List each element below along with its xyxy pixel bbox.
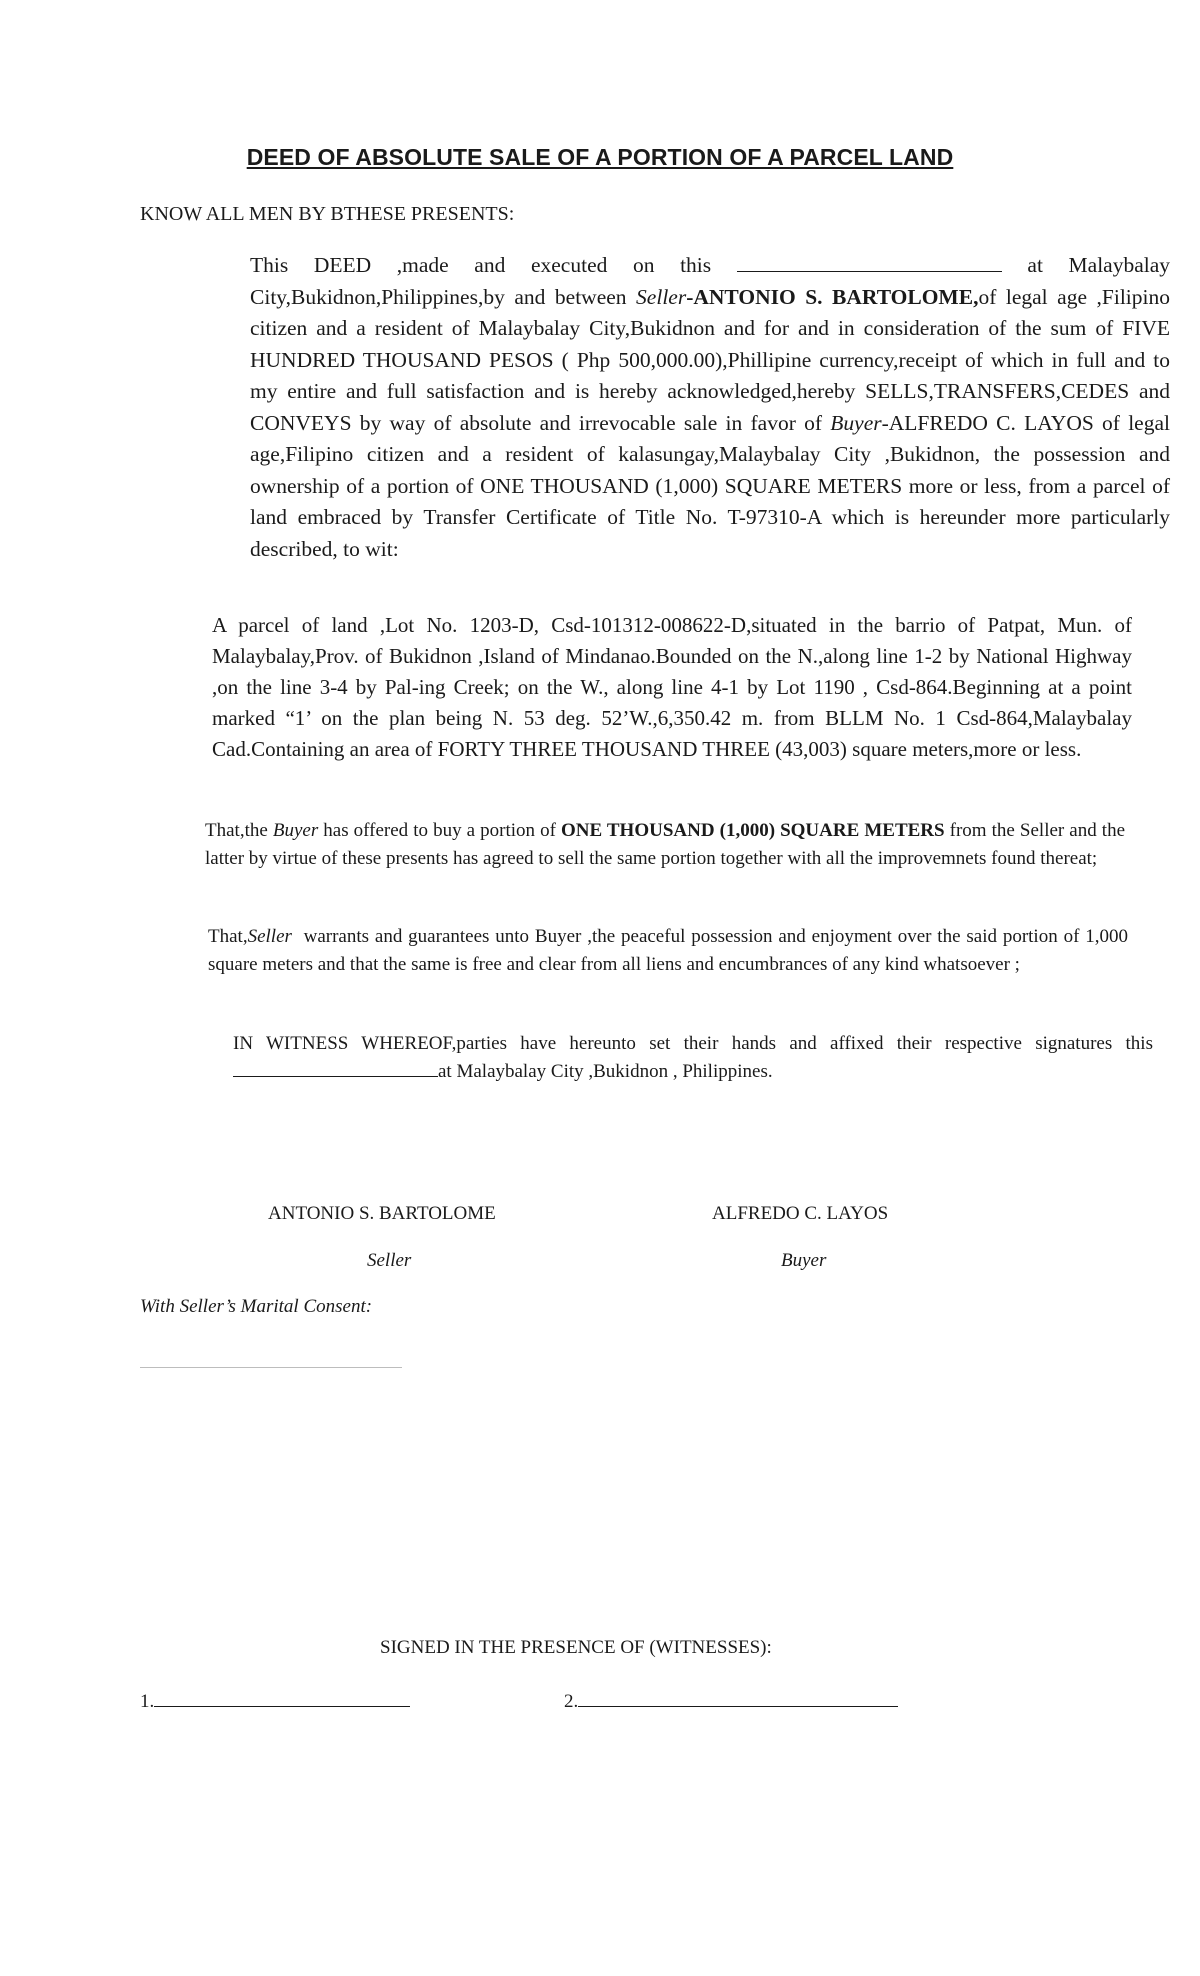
offer-text-a: That,the <box>205 820 268 841</box>
consent-signature-line <box>140 1367 402 1368</box>
witness-1-number: 1. <box>140 1691 155 1712</box>
marital-consent-label: With Seller’s Marital Consent: <box>140 1296 373 1317</box>
offer-area-bold: ONE THOUSAND (1,000) SQUARE METERS <box>560 820 945 841</box>
paragraph-land-description: A parcel of land ,Lot No. 1203-D, Csd-101312-008622-D,situated in the barrio of Patpat, Mun. of Malaybalay,Prov. of Bukidnon ,Island of Mindanao.Bounded on the N.,along line 1-2 by National Highway ,on the line 3-4 by Pal-ing Creek; on the W., along line 4-1 by Lot 1190 , Csd-864.Beginning at a point marked “1’ on the plan being N. 53 deg. 52’W.,6,350.42 m. from BLLM No. 1 Csd-864,Malaybalay Cad.Containing an area of FORTY THREE THOUSAND THREE (43,003) square meters,more or less. <box>212 613 1132 761</box>
paragraph-buyer-offer <box>140 817 1125 873</box>
whereof-text-a: IN WITNESS WHEREOF,parties have hereunto set their hands and affixed their respective signatures this <box>233 1033 1153 1054</box>
paragraph-deed-terms <box>140 250 1170 565</box>
deed-text-b: at Malaybalay City,Bukidnon,Philippines,by and between <box>250 253 1171 309</box>
seller-name: -ANTONIO S. BARTOLOME, <box>686 284 979 309</box>
seller-signatory-name: ANTONIO S. BARTOLOME <box>268 1203 496 1224</box>
deed-text-c: of legal age ,Filipino citizen and a resident of Malaybalay City,Bukidnon and for and in consideration of the sum of FIVE HUNDRED THOUSAND PESOS ( Php 500,000.00),Phillipine currency,receipt of which in full and to my entire and full satisfaction and is hereby acknowledged,hereby SELLS,TRANSFERS,CEDES and CONVEYS by way of absolute and irrevocable sale in favor of <box>250 284 1170 435</box>
witness-2-number: 2. <box>564 1691 579 1712</box>
buyer-signatory-name: ALFREDO C. LAYOS <box>712 1203 889 1224</box>
witness-1 <box>140 1690 410 1713</box>
witness-2 <box>564 1690 898 1713</box>
offer-text-b: has offered to buy a portion of <box>323 820 556 841</box>
witnesses-heading: SIGNED IN THE PRESENCE OF (WITNESSES): <box>380 1637 772 1658</box>
paragraph-witness-whereof <box>140 1030 1153 1086</box>
deed-text-a: This DEED ,made and executed on this <box>250 253 712 277</box>
buyer-signatory-role: Buyer <box>781 1250 827 1271</box>
signature-date-blank-line <box>233 1060 438 1077</box>
offer-text-c: from the Seller and the latter by virtue of these presents has agreed to sell the same portion together with all the improvemnets found thereat; <box>205 820 1125 869</box>
witness-2-signature-line <box>578 1690 898 1707</box>
salutation: KNOW ALL MEN BY BTHESE PRESENTS: <box>140 203 515 225</box>
date-blank-line <box>737 253 1002 272</box>
buyer-label: Buyer <box>830 410 882 435</box>
deed-text-d: -ALFREDO C. LAYOS of legal age,Filipino citizen and a resident of kalasungay,Malaybalay City ,Bukidnon, the possession and ownership of a portion of ONE THOUSAND (1,000) SQUARE METERS more or less, from a parcel of land embraced by Transfer Certificate of Title No. T-97310-A which is hereunder more particularly described, to wit: <box>250 410 1170 561</box>
paragraph-seller-warranty <box>140 923 1128 979</box>
document-title: DEED OF ABSOLUTE SALE OF A PORTION OF A PARCEL LAND <box>246 144 954 170</box>
whereof-text-b: at Malaybalay City ,Bukidnon , Philippines. <box>438 1061 773 1082</box>
warranty-text-b: warrants and guarantees unto Buyer ,the peaceful possession and enjoyment over the said portion of 1,000 square meters and that the same is free and clear from all liens and encumbrances of any kind whatsoever ; <box>208 926 1129 975</box>
seller-label: Seller <box>636 284 687 309</box>
warranty-seller-label: Seller <box>247 926 292 947</box>
seller-signatory-role: Seller <box>367 1250 412 1271</box>
offer-buyer-label: Buyer <box>272 820 319 841</box>
witness-1-signature-line <box>154 1690 410 1707</box>
warranty-text-a: That, <box>208 926 248 947</box>
